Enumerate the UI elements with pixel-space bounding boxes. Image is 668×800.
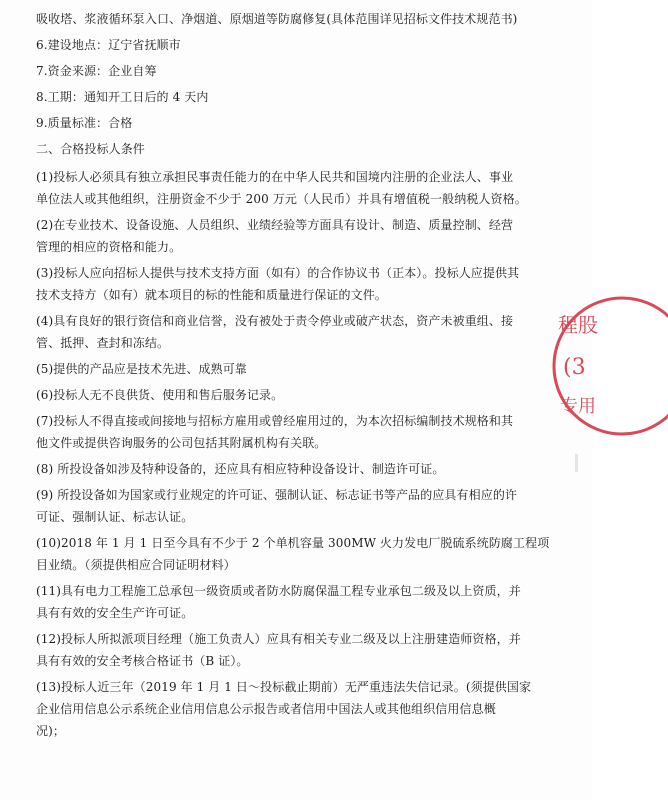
condition-10-line-2: 目业绩。（须提供相应合同证明材料） [36, 558, 236, 572]
condition-13-line-2: 企业信用信息公示系统企业信用信息公示报告或者信用中国法人或其他组织信用信息概 [36, 702, 496, 716]
condition-11-line-2: 具有有效的安全生产许可证。 [36, 606, 194, 620]
document-line: 7.资金来源：企业自筹 [36, 64, 157, 78]
condition-3-line-1: (3)投标人应向招标人提供与技术支持方面（如有）的合作协议书（正本）。投标人应提供其 [36, 266, 520, 280]
condition-6-line: (6)投标人无不良供货、使用和售后服务记录。 [36, 388, 284, 402]
condition-1-line-1: (1)投标人必须具有独立承担民事责任能力的在中华人民共和国境内注册的企业法人、事业 [36, 170, 514, 184]
condition-7-line-2: 他文件或提供咨询服务的公司包括其附属机构有关联。 [36, 436, 327, 450]
document-line: 6.建设地点：辽宁省抚顺市 [36, 38, 181, 52]
condition-10-line-1: (10)2018 年 1 月 1 日至今具有不少于 2 个单机容量 300MW 火力发电厂脱硫系统防腐工程项 [36, 536, 550, 550]
condition-7-line-1: (7)投标人不得直接或间接地与招标方雇用或曾经雇用过的，为本次招标编制技术规格和其 [36, 414, 514, 428]
condition-4-line-1: (4)具有良好的银行资信和商业信誉，没有被处于责令停业或破产状态，资产未被重组、接 [36, 314, 514, 328]
condition-2-line-2: 管理的相应的资格和能力。 [36, 240, 182, 254]
condition-11-line-1: (11)具有电力工程施工总承包一级资质或者防水防腐保温工程专业承包二级及以上资质，并 [36, 584, 521, 598]
condition-3-line-2: 技术支持方（如有）就本项目的标的性能和质量进行保证的文件。 [36, 288, 387, 302]
condition-12-line-1: (12)投标人所拟派项目经理（施工负责人）应具有相关专业二级及以上注册建造师资格，并 [36, 632, 521, 646]
company-seal-partial [548, 292, 668, 442]
seal-text-bottom: 专用 [560, 396, 596, 417]
condition-2-line-1: (2)在专业技术、设备设施、人员组织、业绩经验等方面具有设计、制造、质量控制、经营 [36, 218, 514, 232]
condition-9-line-2: 可证、强制认证、标志认证。 [36, 510, 194, 524]
document-line: 9.质量标准：合格 [36, 116, 133, 130]
seal-text-top: 程股 [558, 313, 598, 337]
document-body [36, 8, 550, 742]
seal-text-middle: (3 [563, 355, 586, 380]
document-line: 8.工期：通知开工日后的 4 天内 [36, 90, 209, 104]
scan-mark [575, 454, 578, 472]
condition-12-line-2: 具有有效的安全考核合格证书（B 证）。 [36, 654, 249, 668]
section-heading: 二、合格投标人条件 [36, 142, 145, 156]
seal-graphic [548, 292, 668, 442]
condition-13-line-3: 况)； [36, 724, 65, 738]
condition-8-line: (8) 所投设备如涉及特种设备的，还应具有相应特种设备设计、制造许可证。 [36, 462, 445, 476]
condition-1-line-2: 单位法人或其他组织，注册资金不少于 200 万元（人民币）并具有增值税一般纳税人资格。 [36, 192, 527, 206]
condition-9-line-1: (9) 所投设备如为国家或行业规定的许可证、强制认证、标志证书等产品的应具有相应的许 [36, 488, 518, 502]
document-line: 吸收塔、浆液循环泵入口、净烟道、原烟道等防腐修复(具体范围详见招标文件技术规范书) [36, 12, 518, 26]
condition-4-line-2: 管、抵押、查封和冻结。 [36, 336, 170, 350]
condition-5-line: (5)提供的产品应是技术先进、成熟可靠 [36, 362, 247, 376]
condition-13-line-1: (13)投标人近三年（2019 年 1 月 1 日～投标截止期前）无严重违法失信记录。(须提供国家 [36, 680, 532, 694]
